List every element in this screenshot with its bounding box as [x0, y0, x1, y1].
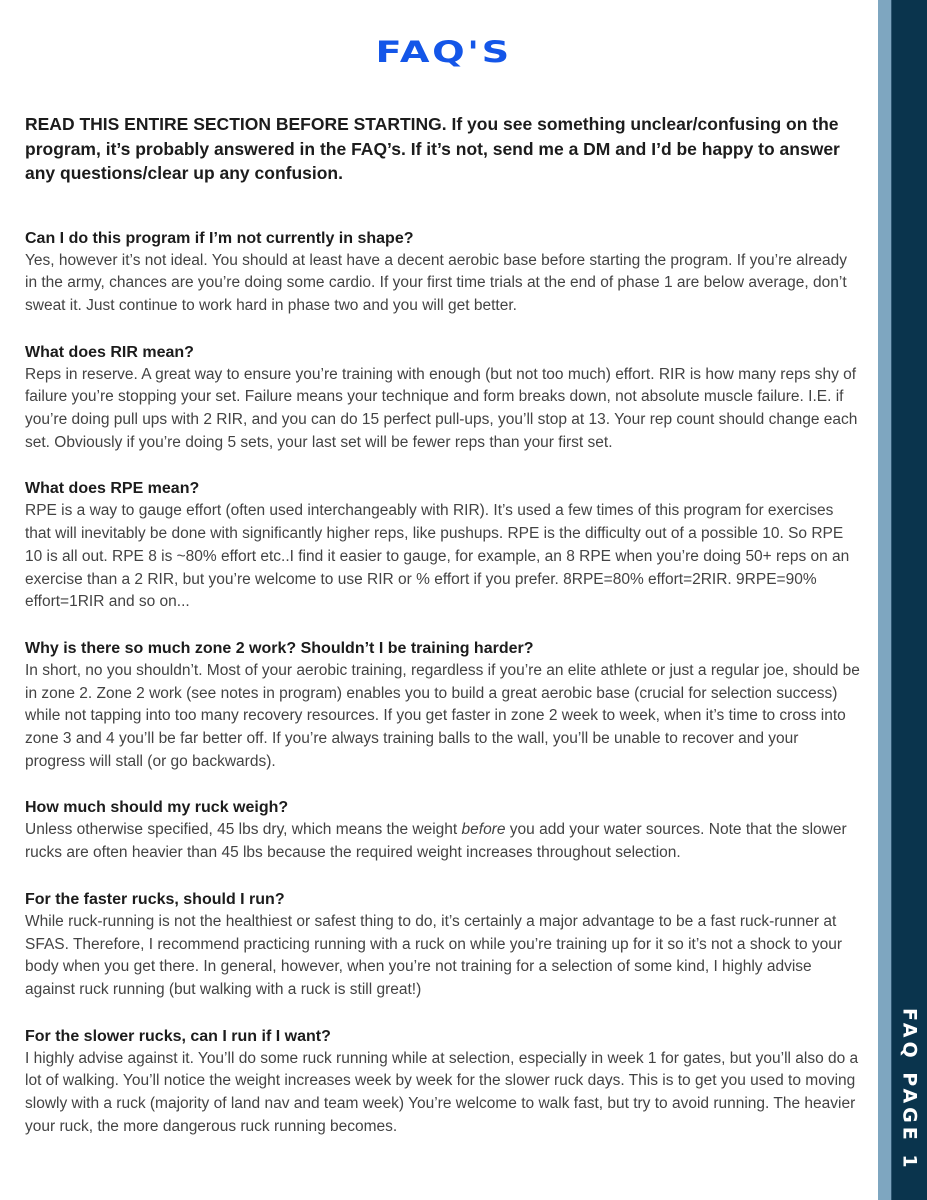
faq-answer: Yes, however it’s not ideal. You should at least have a decent aerobic base before starting the program. If you’re already in the army, chances are you’re doing some cardio. If your first time trials at the end of phase 1 are below average, don’t sweat it. Just continue to work hard in phase two and you will get better.: [25, 251, 848, 314]
faq-answer-text: Unless otherwise specified, 45 lbs dry, which means the weight: [25, 821, 462, 839]
faq-answer: I highly advise against it. You’ll do some ruck running while at selection, especially in week 1 for gates, but you’ll also do a lot of walking. You’ll notice the weight increases week by week for the slower ruck days. This is to get you used to moving slowly with a ruck (majority of land nav and team week) You’re welcome to walk fast, but try to avoid running. The heavier your ruck, the more dangerous ruck running becomes.: [25, 1049, 859, 1135]
faq-question: Can I do this program if I’m not currently in shape?: [25, 229, 414, 247]
faq-question: What does RPE mean?: [25, 480, 200, 498]
faq-item-zone2: [25, 637, 863, 774]
faq-question: What does RIR mean?: [25, 343, 194, 361]
faq-question: Why is there so much zone 2 work? Shouldn’t I be training harder?: [25, 639, 534, 657]
intro-paragraph: READ THIS ENTIRE SECTION BEFORE STARTING. If you see something unclear/confusing on the program, it’s probably answered in the FAQ’s. If it’s not, send me a DM and I’d be happy to answer any questions/clear up any confusion.: [25, 114, 840, 183]
faq-item-rir: [25, 341, 863, 455]
faq-item-slower-rucks: [25, 1025, 863, 1139]
faq-item-shape: [25, 227, 863, 318]
page-title-text: FAQ'S: [375, 35, 513, 69]
faq-question: For the slower rucks, can I run if I want?: [25, 1027, 331, 1045]
sidebar-accent-strip: [878, 0, 891, 1200]
faq-item-rpe: [25, 477, 863, 614]
faq-question: For the faster rucks, should I run?: [25, 890, 285, 908]
faq-answer-text: you add your water sources. Note that the slower rucks are often heavier than 45 lbs because the required weight increases throughout selection.: [25, 821, 847, 862]
faq-answer: While ruck-running is not the healthiest or safest thing to do, it’s certainly a major advantage to be a fast ruck-runner at SFAS. Therefore, I recommend practicing running with a ruck on while you’re training up for it so it’s not a shock to your body when you get there. In general, however, when you’re not training for a selection of some kind, I highly advise against ruck running (but walking with a ruck is still great!): [25, 912, 843, 998]
faq-question: How much should my ruck weigh?: [25, 799, 289, 817]
page-number-label: FAQ PAGE 1: [898, 1008, 921, 1172]
page-title: [25, 36, 863, 68]
faq-answer: RPE is a way to gauge effort (often used interchangeably with RIR). It’s used a few times of this program for exercises that will inevitably be done with significantly higher reps, like pushups. RPE is the difficulty out of a possible 10. So RPE 10 is all out. RPE 8 is ~80% effort etc..I find it easier to gauge, for example, an 8 RPE when you’re doing 50+ reps on an exercise than a 2 RIR, but you’re welcome to use RIR or % effort if you prefer. 8RPE=80% effort=2RIR. 9RPE=90% effort=1RIR and so on...: [25, 502, 850, 611]
sidebar-bar: [891, 0, 927, 1200]
faq-answer-italic-word: before: [461, 821, 506, 839]
faq-answer: In short, no you shouldn’t. Most of your aerobic training, regardless if you’re an elite athlete or just a regular joe, should be in zone 2. Zone 2 work (see notes in program) enables you to build a great aerobic base (crucial for selection success) while not tapping into too many recovery resources. If you get faster in zone 2 week to week, when it’s time to cross into zone 3 and 4 you’ll be far better off. If you’re always training balls to the wall, you’ll be unable to recover and your progress will stall (or go backwards).: [25, 661, 860, 770]
faq-item-faster-rucks: [25, 888, 863, 1002]
faq-item-ruck-weight: [25, 796, 863, 864]
faq-answer: [25, 819, 863, 864]
faq-answer: Reps in reserve. A great way to ensure you’re training with enough (but not too much) effort. RIR is how many reps shy of failure you’re stopping your set. Failure means your technique and form breaks down, not absolute muscle failure. I.E. if you’re doing pull ups with 2 RIR, and you can do 15 perfect pull-ups, you’ll stop at 13. Your rep count should change each set. Obviously if you’re doing 5 sets, your last set will be fewer reps than your first set.: [25, 365, 858, 451]
document-content: [25, 0, 863, 1138]
